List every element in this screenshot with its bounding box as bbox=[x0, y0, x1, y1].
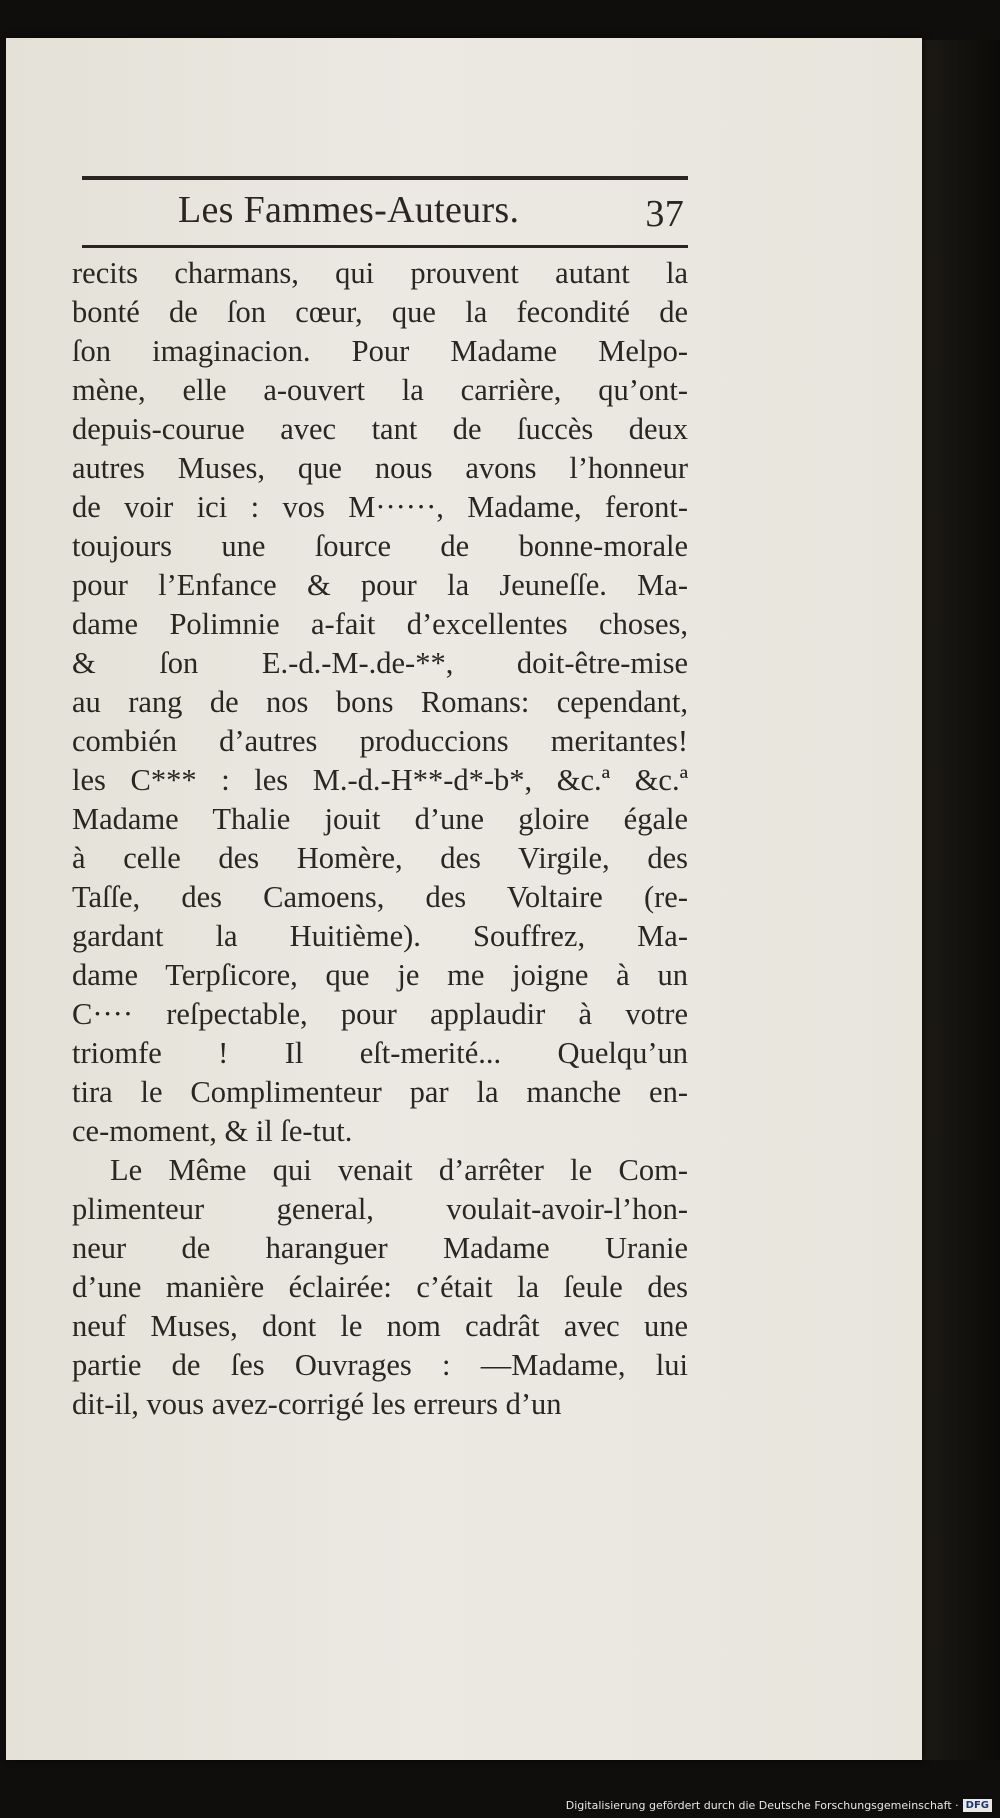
text-line: gardant la Huitième). Souffrez, Ma- bbox=[72, 919, 688, 953]
text-line: bonté de ſon cœur, que la fecondité de bbox=[72, 295, 688, 329]
text-line: Taſſe, des Camoens, des Voltaire (re- bbox=[72, 880, 688, 914]
text-line: C···· reſpectable, pour applaudir à votre bbox=[72, 997, 688, 1031]
text-line: mène, elle a-ouvert la carrière, qu’ont- bbox=[72, 373, 688, 407]
text-line: neur de haranguer Madame Uranie bbox=[72, 1231, 688, 1265]
text-line: neuf Muses, dont le nom cadrât avec une bbox=[72, 1309, 688, 1343]
text-line: & ſon E.-d.-M-.de-**, doit-être-mise bbox=[72, 646, 688, 680]
footer-credit bbox=[566, 1799, 992, 1812]
text-line: d’une manière éclairée: c’était la ſeule des bbox=[72, 1270, 688, 1304]
text-line: combién d’autres produccions meritantes! bbox=[72, 724, 688, 758]
text-line: les C*** : les M.-d.-H**-d*-b*, &c.ª &c.ª bbox=[72, 763, 688, 797]
text-line: triomfe ! Il eſt-merité... Quelqu’un bbox=[72, 1036, 688, 1070]
text-line: pour l’Enfance & pour la Jeuneſſe. Ma- bbox=[72, 568, 688, 602]
text-line: toujours une ſource de bonne-morale bbox=[72, 529, 688, 563]
page-number: 37 bbox=[645, 193, 684, 235]
text-line: à celle des Homère, des Virgile, des bbox=[72, 841, 688, 875]
text-line: Le Même qui venait d’arrêter le Com- bbox=[110, 1153, 688, 1187]
text-line: au rang de nos bons Romans: cependant, bbox=[72, 685, 688, 719]
book-edge bbox=[920, 40, 1000, 1760]
text-line: depuis-courue avec tant de ſuccès deux bbox=[72, 412, 688, 446]
text-line: dame Polimnie a-fait d’excellentes choses, bbox=[72, 607, 688, 641]
text-line: ce-moment, & il ſe-tut. bbox=[72, 1114, 353, 1148]
text-line: Madame Thalie jouit d’une gloire égale bbox=[72, 802, 688, 836]
text-line: partie de ſes Ouvrages : —Madame, lui bbox=[72, 1348, 688, 1382]
text-line: autres Muses, que nous avons l’honneur bbox=[72, 451, 688, 485]
text-line: plimenteur general, voulait-avoir-l’hon- bbox=[72, 1192, 688, 1226]
dfg-logo: DFG bbox=[963, 1799, 992, 1812]
text-line: dit-il, vous avez-corrigé les erreurs d’un bbox=[72, 1387, 562, 1421]
text-line: de voir ici : vos M······, Madame, feront- bbox=[72, 490, 688, 524]
text-line: tira le Complimenteur par la manche en- bbox=[72, 1075, 688, 1109]
text-line: ſon imaginacion. Pour Madame Melpo- bbox=[72, 334, 688, 368]
running-title: Les Fammes-Auteurs. bbox=[178, 189, 520, 231]
header-rule-bottom bbox=[82, 245, 688, 248]
text-line: dame Terpſicore, que je me joigne à un bbox=[72, 958, 688, 992]
text-line: recits charmans, qui prouvent autant la bbox=[72, 256, 688, 290]
body-text bbox=[72, 254, 688, 1424]
header-rule-top bbox=[82, 176, 688, 180]
running-head bbox=[82, 182, 688, 242]
footer-credit-text: Digitalisierung gefördert durch die Deutsche Forschungsgemeinschaft · bbox=[565, 1799, 959, 1812]
